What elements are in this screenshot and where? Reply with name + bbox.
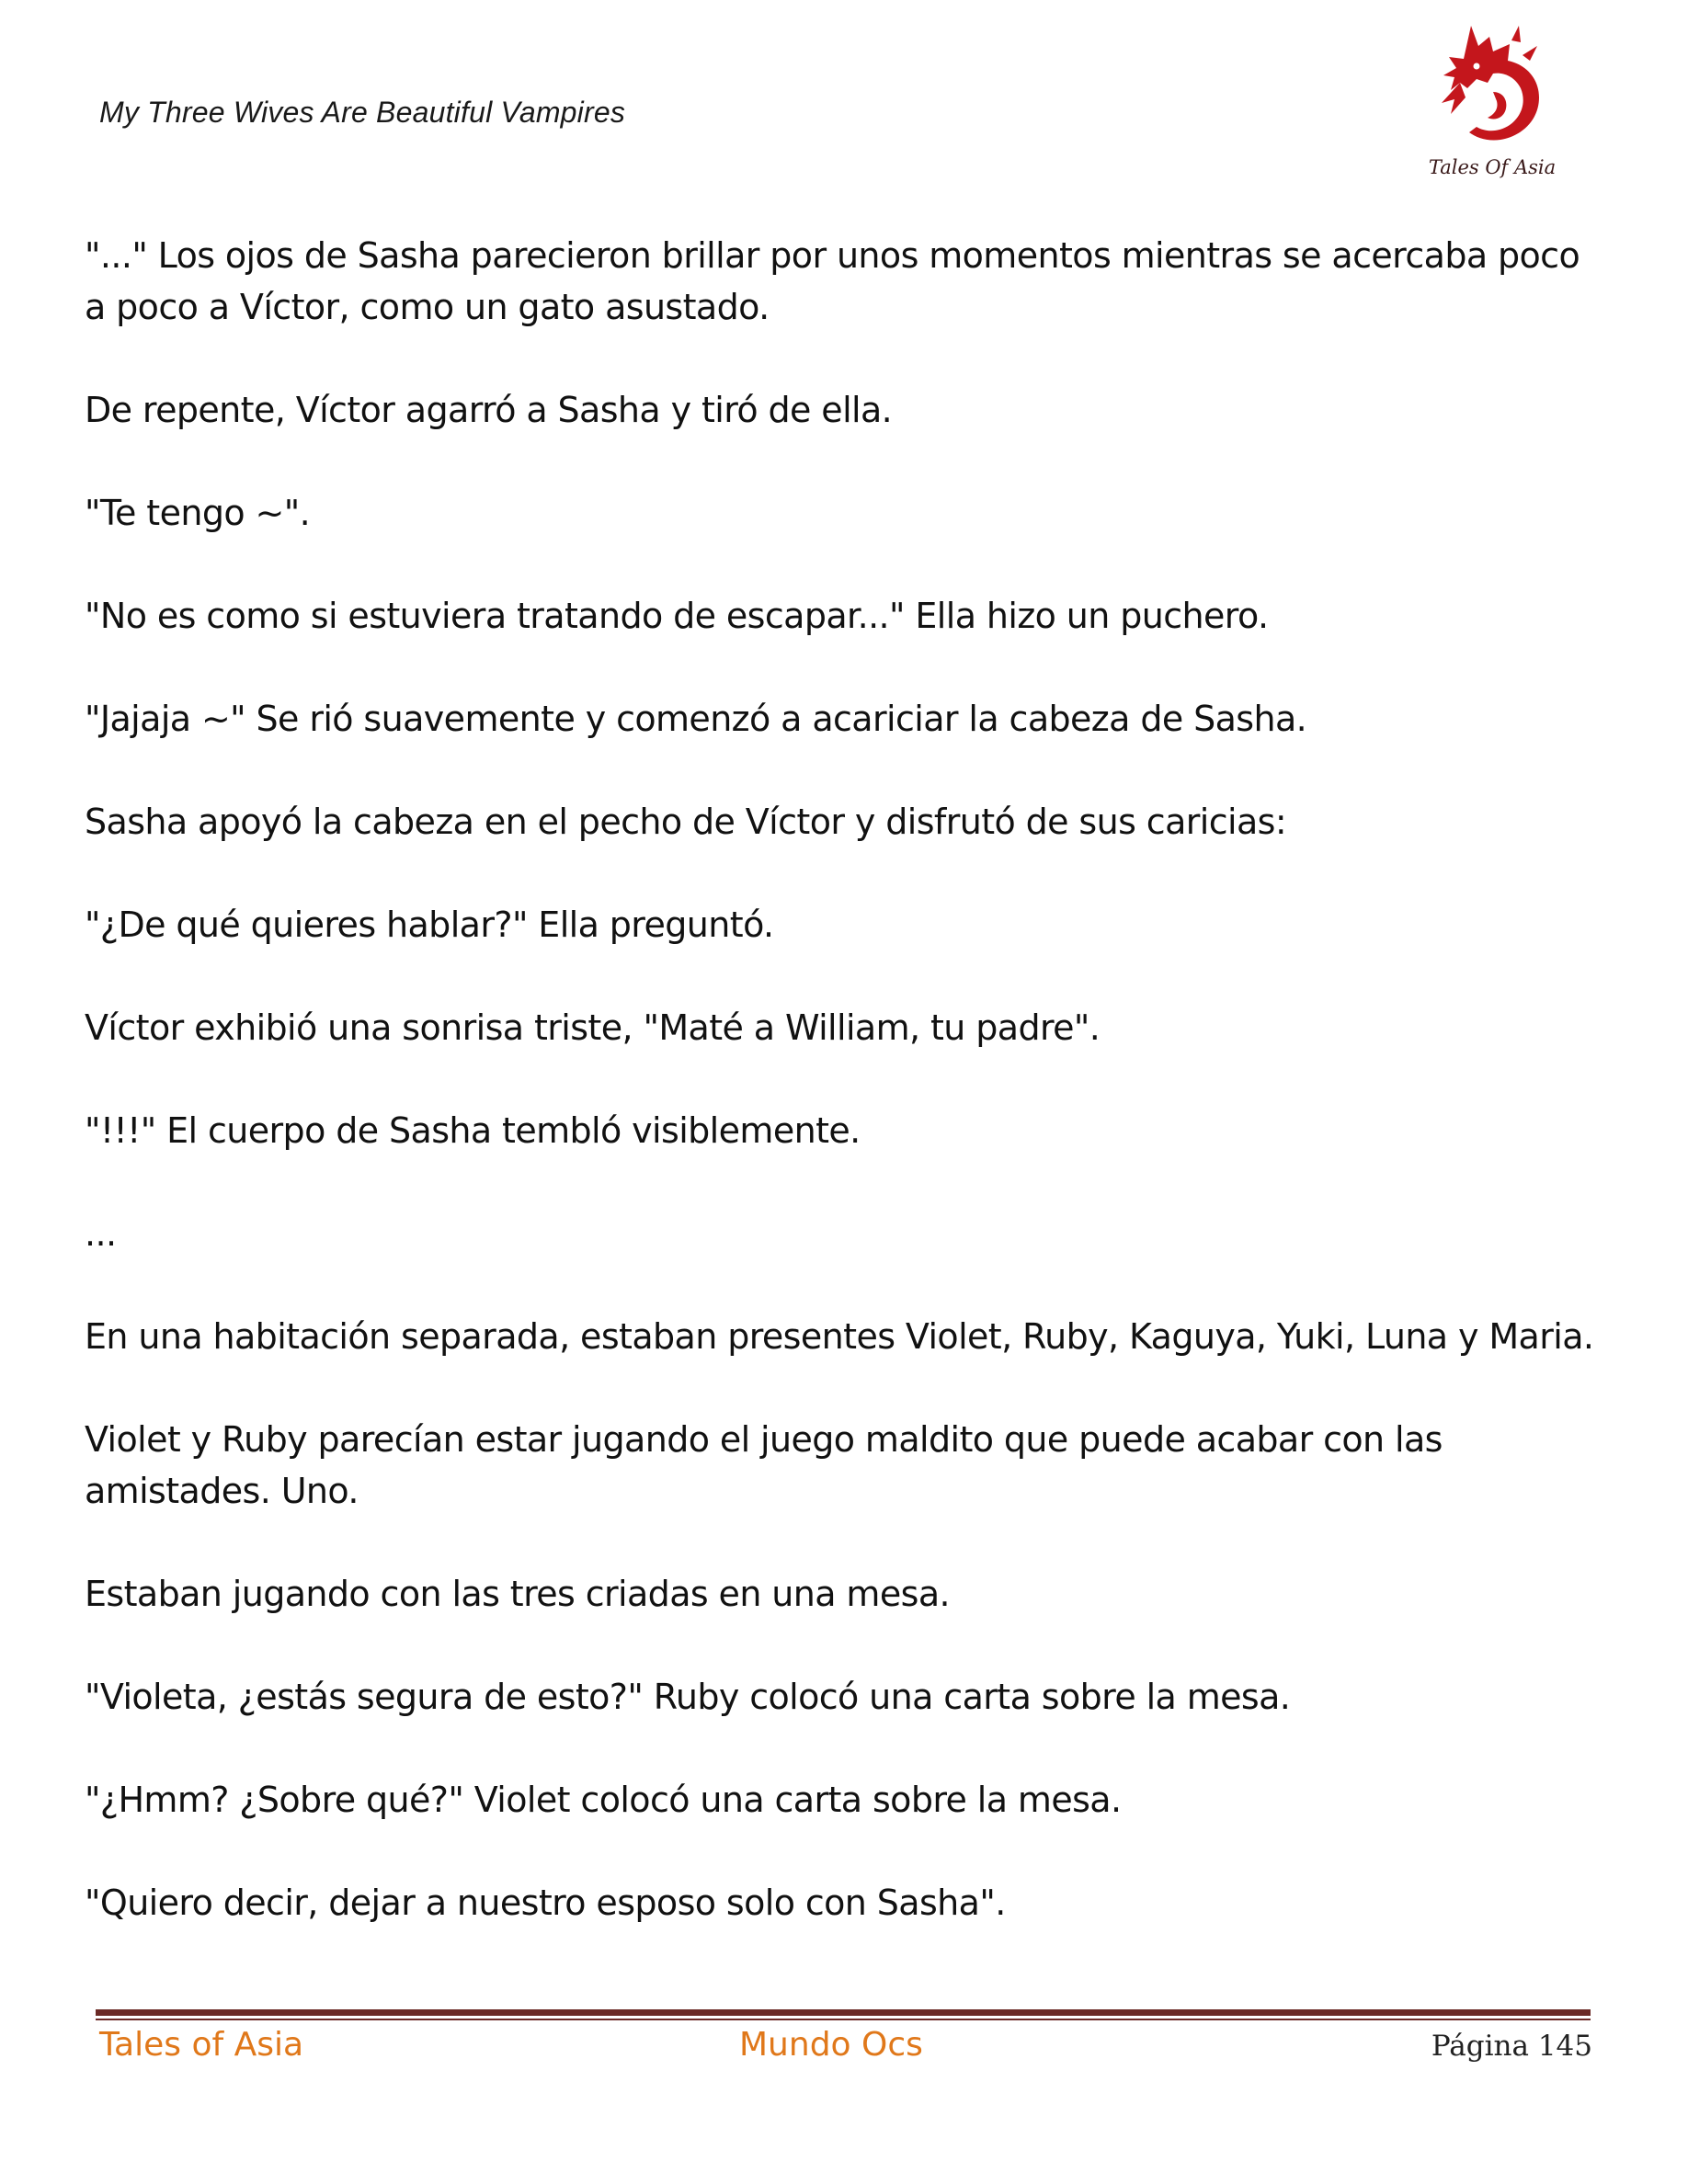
page-number: Página 145 — [1431, 2030, 1592, 2063]
paragraph: "Jajaja ~" Se rió suavemente y comenzó a acariciar la cabeza de Sasha. — [85, 699, 1307, 739]
paragraph: "Te tengo ~". — [85, 493, 311, 533]
paragraph: Sasha apoyó la cabeza en el pecho de Víctor y disfrutó de sus caricias: — [85, 802, 1287, 842]
logo-text: Tales Of Asia — [1428, 156, 1557, 178]
paragraph: Violet y Ruby parecían estar jugando el juego maldito que puede acabar con las amistades. Uno. — [85, 1419, 1443, 1511]
red-dragon-icon — [1423, 18, 1561, 156]
paragraph: "!!!" El cuerpo de Sasha tembló visiblemente. — [85, 1110, 861, 1151]
paragraph: Víctor exhibió una sonrisa triste, "Maté a William, tu padre". — [85, 1007, 1101, 1048]
footer-divider-thin — [96, 2019, 1591, 2020]
tales-of-asia-logo — [1423, 18, 1561, 184]
paragraph: ... — [85, 1213, 117, 1254]
paragraph: "Violeta, ¿estás segura de esto?" Ruby colocó una carta sobre la mesa. — [85, 1677, 1291, 1717]
paragraph: Estaban jugando con las tres criadas en una mesa. — [85, 1574, 950, 1614]
paragraph: De repente, Víctor agarró a Sasha y tiró de ella. — [85, 390, 893, 430]
paragraph: "Quiero decir, dejar a nuestro esposo solo con Sasha". — [85, 1883, 1006, 1923]
page-body — [85, 230, 1611, 1980]
book-title: My Three Wives Are Beautiful Vampires — [99, 96, 626, 129]
paragraph: En una habitación separada, estaban presentes Violet, Ruby, Kaguya, Yuki, Luna y Maria. — [85, 1316, 1594, 1357]
footer-section: Mundo Ocs — [739, 2026, 923, 2064]
footer-publisher: Tales of Asia — [99, 2026, 304, 2064]
paragraph: "No es como si estuviera tratando de escapar..." Ella hizo un puchero. — [85, 596, 1269, 636]
footer-divider — [96, 2009, 1591, 2016]
paragraph: "¿De qué quieres hablar?" Ella preguntó. — [85, 904, 774, 945]
paragraph: "..." Los ojos de Sasha parecieron brillar por unos momentos mientras se acercaba poco a poco a Víctor, como un gato asustado. — [85, 235, 1580, 327]
paragraph: "¿Hmm? ¿Sobre qué?" Violet colocó una carta sobre la mesa. — [85, 1780, 1122, 1820]
